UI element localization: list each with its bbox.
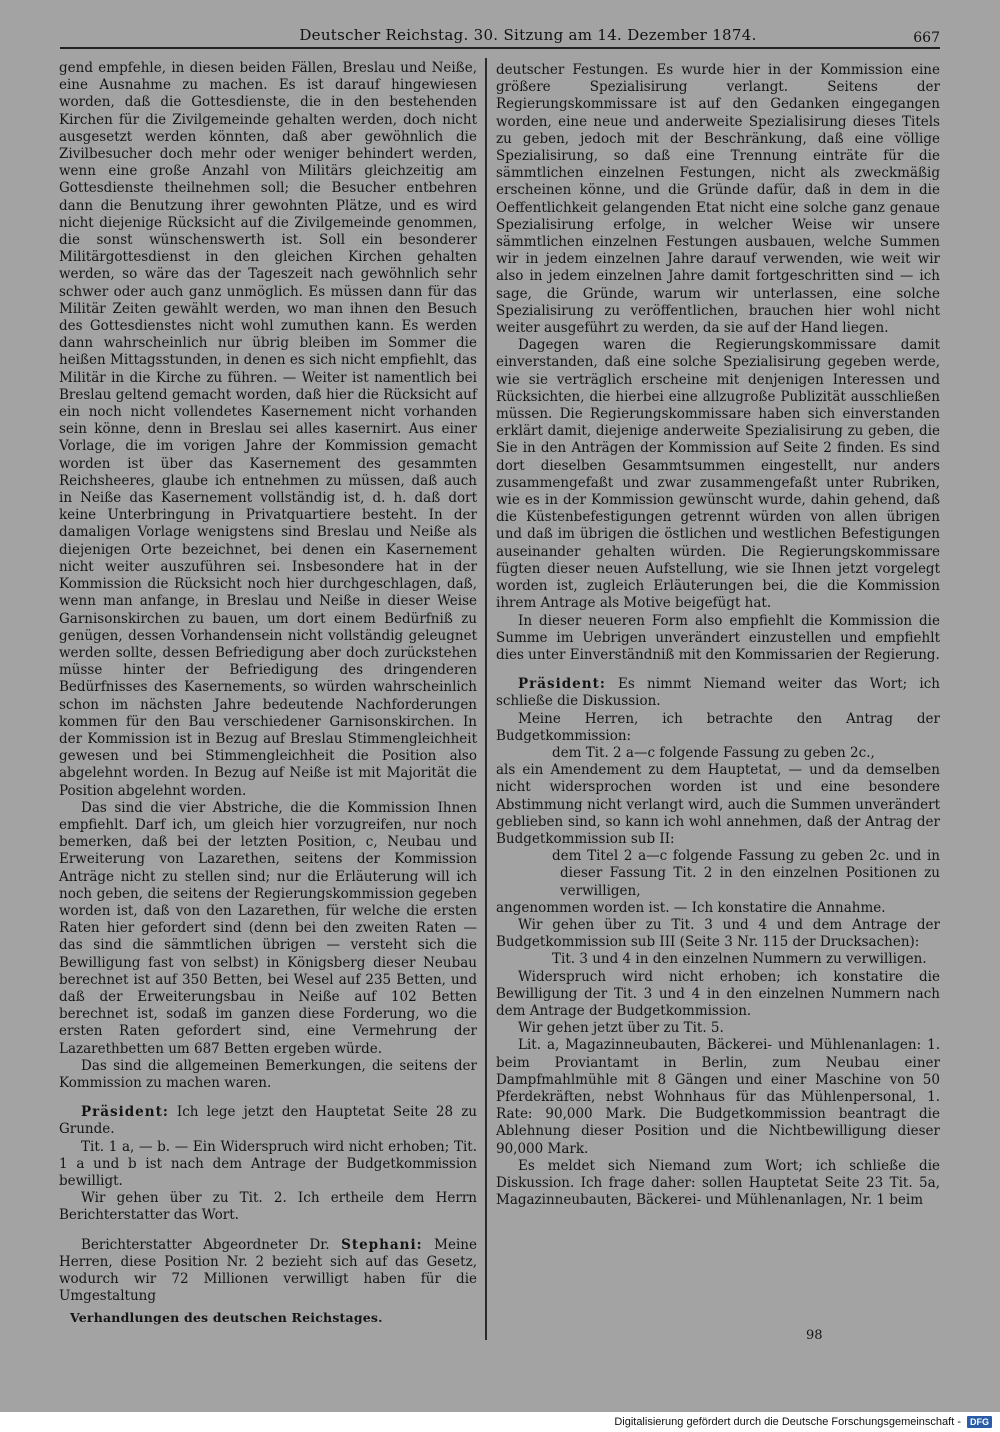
speech-text: Es nimmt Niemand weiter das Wort; ich schließe die Diskussion. [496, 676, 940, 710]
speaker-name: Stephani: [341, 1236, 423, 1253]
paragraph: Wir gehen über zu Tit. 3 und 4 und dem Antrage der Budgetkommission sub III (Seite 3 Nr. 115 der Drucksachen): [496, 916, 940, 951]
paragraph: Tit. 1 a, — b. — Ein Widerspruch wird nicht erhoben; Tit. 1 a und b ist nach dem Antrage der Budgetkommission bewilligt. [59, 1138, 477, 1189]
paragraph: Es meldet sich Niemand zum Wort; ich schließe die Diskussion. Ich frage daher: sollen Hauptetat Seite 23 Tit. 5a, Magazinneubauten, Bäckerei- und Mühlenanlagen, Nr. 1 beim [496, 1157, 940, 1209]
paragraph: Das sind die allgemeinen Bemerkungen, die seitens der Kommission zu machen waren. [59, 1057, 477, 1091]
paragraph: als ein Amendement zu dem Hauptetat, — und da demselben nicht widersprochen worden ist und eine besondere Abstimmung nicht verlangt wird, auch die Summen unverändert geblieben sind, so kann ich wohl annehmen, daß der Antrag der Budgetkommission sub II: [496, 762, 940, 847]
paragraph [59, 1237, 477, 1306]
paragraph [496, 676, 940, 710]
publication-signature: Verhandlungen des deutschen Reichstages. [70, 1310, 383, 1325]
paragraph: Dagegen waren die Regierungskommissare damit einverstanden, daß eine solche Spezialisirung gegeben werde, wie sie verträglich erscheine mit denjenigen Interessen und Rücksichten, die hierbei eine allzugroße Publizität ausschließen müssen. Die Regierungskommissare haben sich einverstanden erklärt damit, diejenige anderweite Spezialisirung zu geben, die Sie in den Anträgen der Kommission auf Seite 2 finden. Es sind dort dieselben Gesammtsummen eingestellt, nur anders zusammengefaßt und zwar zusammengefaßt unter Rubriken, wie es in der Kommission gewünscht wurde, dahin gehend, daß die Küstenbefestigungen getrennt würden von allen übrigen und daß im übrigen die östlichen und westlichen Befestigungen auseinander gehalten würden. Die Regierungskommissare fügten dieser neuen Aufstellung, wie sie Ihnen jetzt vorgelegt worden ist, zugleich Erläuterungen bei, die die Kommission ihrem Antrage als Motive beigefügt hat. [496, 337, 940, 612]
paragraph: In dieser neueren Form also empfiehlt die Kommission die Summe im Uebrigen unverändert einzustellen und empfiehlt dies unter Einverständniß mit den Kommissarien der Regierung. [496, 612, 940, 663]
sheet-number: 98 [806, 1328, 823, 1343]
paragraph: deutscher Festungen. Es wurde hier in der Kommission eine größere Spezialisirung verlangt. Seitens der Regierungskommissare ist auf den Gedanken eingegangen worden, eine neue und anderweite Spezialisirung dieses Titels zu geben, jedoch mit der Beschränkung, daß eine völlige Spezialisirung, so daß eine Trennung einträte für die sämmtlichen einzelnen Festungen, nicht als zweckmäßig erscheinen könne, und die Gründe dafür, daß in dem in die Oeffentlichkeit gelangenden Etat nicht eine solche ganz genaue Spezialisirung erfolge, in welcher Weise wir unsere sämmtlichen einzelnen Festungen ausbauen, welche Summen wir in jedem einzelnen Jahre darauf verwenden, wie weit wir also in jedem einzelnen Jahre damit fortgeschritten sind — ich sage, die Gründe, warum wir unterlassen, eine solche Spezialisirung zu veröffentlichen, brauchen hier wohl nicht weiter ausgeführt zu werden, da sie auf der Hand liegen. [496, 62, 940, 337]
paragraph: Meine Herren, ich betrachte den Antrag der Budgetkommission: [496, 710, 940, 744]
digitization-credit [614, 1414, 992, 1430]
column-divider [485, 58, 487, 1340]
speech-text: Meine Herren, diese Position Nr. 2 bezieht sich auf das Gesetz, wodurch wir 72 Millionen verwilligt haben für die Umgestaltung [59, 1236, 477, 1305]
speech-text: Ich lege jetzt den Hauptetat Seite 28 zu Grunde. [59, 1104, 477, 1138]
quoted-motion: dem Tit. 2 a—c folgende Fassung zu geben 2c., [552, 744, 875, 761]
left-column [59, 60, 477, 1305]
paragraph: gend empfehle, in diesen beiden Fällen, Breslau und Neiße, eine Ausnahme zu machen. Es ist darauf hingewiesen worden, daß die Gottesdienste, die in den bestehenden Kirchen für die Zivilgemeinde gehalten werden, doch nicht ausgesetzt werden könnten, daß aber gewöhnlich die Zivilbesucher doch mehr oder weniger behindert werden, wenn eine große Anzahl von Militärs gleichzeitig am Gottesdienste theilnehmen soll; die Besucher entbehren dann die Benutzung ihrer gewohnten Plätze, und es wird nicht diejenige Rücksicht auf die Zivilgemeinde genommen, die sonst wünschenswerth ist. Soll ein besonderer Militärgottesdienst in den gleichen Kirchen gehalten werden, so wäre das der Tageszeit nach gewöhnlich sehr schwer oder auch ganz unmöglich. Es müssen dann für das Militär Zeiten gewählt werden, wo man ihnen den Besuch des Gottesdienstes nicht wohl zumuthen kann. Es werden dann wahrscheinlich nur übrig bleiben im Sommer die heißen Mittagsstunden, in denen es sich nicht empfiehlt, das Militär in die Kirche zu führen. — Weiter ist namentlich bei Breslau geltend gemacht worden, daß hier die Rücksicht auf ein noch nicht vollendetes Kasernement nicht vorhanden sein könne, denn in Breslau sei alles kasernirt. Aus einer Vorlage, die im vorigen Jahre der Kommission gemacht worden ist über das Kasernement des gesammten Reichsheeres, glaube ich entnehmen zu müssen, daß auch in Neiße das Kasernement vollständig ist, d. h. daß dort keine Unterbringung in Privatquartiere besteht. In der damaligen Vorlage wenigstens sind Breslau und Neiße als diejenigen Orte bezeichnet, bei denen ein Kasernement nicht weiter auszuführen sei. Insbesondere hat in der Kommission die Rücksicht noch hier durchgeschlagen, daß, wenn man anfange, in Breslau und Neiße in dieser Weise Garnisonskirchen zu bauen, um dort einem Bedürfniß zu genügen, dessen Vorhandensein nicht vollständig geleugnet werden sollte, dessen Befriedigung aber doch zurückstehen müsse hinter der Befriedigung des dringenderen Bedürfnisses des Kasernements, so würden wahrscheinlich schon im nächsten Jahre bedeutende Nachforderungen kommen für den Bau verschiedener Garnisonskirchen. In der Kommission ist in Bezug auf Breslau Stimmengleichheit gewesen und bei Stimmengleichheit die Position also abgelehnt worden. In Bezug auf Neiße ist mit Majorität die Position abgelehnt worden. [59, 60, 477, 799]
page-header [60, 26, 940, 48]
paragraph: angenommen worden ist. — Ich konstatire die Annahme. [496, 899, 886, 916]
paragraph: Wir gehen jetzt über zu Tit. 5. [518, 1020, 724, 1037]
quoted-motion: dem Titel 2 a—c folgende Fassung zu geben 2c. und in dieser Fassung Tit. 2 in den einzelnen Positionen zu verwilligen, [552, 848, 940, 899]
paragraph: Widerspruch wird nicht erhoben; ich konstatire die Bewilligung der Tit. 3 und 4 in den einzelnen Nummern nach dem Antrage der Budgetkommission. [496, 968, 940, 1019]
running-title: Deutscher Reichstag. 30. Sitzung am 14. Dezember 1874. [299, 26, 757, 44]
paragraph [59, 1104, 477, 1138]
dfg-logo-icon: DFG [967, 1416, 992, 1428]
right-column [496, 62, 940, 1209]
credit-text: Digitalisierung gefördert durch die Deutsche Forschungsgemeinschaft - [614, 1416, 961, 1428]
header-rule [60, 47, 940, 49]
page-number: 667 [913, 30, 940, 46]
paragraph: Wir gehen über zu Tit. 2. Ich ertheile dem Herrn Berichterstatter das Wort. [59, 1190, 477, 1224]
paragraph: Lit. a, Magazinneubauten, Bäckerei- und Mühlenanlagen: 1. beim Proviantamt in Berlin, zum Neubau einer Dampfmahlmühle mit 8 Gängen und einer Maschine von 50 Pferdekräften, nebst Wohnhaus für das Mühlenpersonal, 1. Rate: 90,000 Mark. Die Budgetkommission beantragt die Ablehnung dieser Position und die Nichtbewilligung dieser 90,000 Mark. [496, 1037, 940, 1157]
speaker-name: Präsident: [81, 1104, 169, 1121]
speaker-intro: Berichterstatter Abgeordneter Dr. [81, 1236, 342, 1253]
quoted-motion: Tit. 3 und 4 in den einzelnen Nummern zu verwilligen. [552, 951, 927, 968]
paragraph: Das sind die vier Abstriche, die die Kommission Ihnen empfiehlt. Darf ich, um gleich hier vorzugreifen, nur noch bemerken, daß bei der letzten Position, c, Neubau und Erweiterung von Lazarethen, seitens der Kommission Anträge nicht zu stellen sind; nur die Erläuterung will ich noch geben, die seitens der Regierungskommission gegeben worden ist, daß von den Lazarethen, für welche die ersten Raten hier gefordert sind (denn bei den zweiten Raten — das sind die sämmtlichen übrigen — versteht sich die Bewilligung fast von selbst) in Königsberg dieser Neubau berechnet ist auf 350 Betten, bei Wesel auf 235 Betten, und daß der Erweiterungsbau in Neiße auf 102 Betten berechnet ist, sodaß im ganzen diese Forderung, wo die ersten Raten gefordert sind, eine Vermehrung der Lazarethbetten um 687 Betten ergeben würde. [59, 799, 477, 1057]
speaker-name: Präsident: [518, 676, 606, 693]
